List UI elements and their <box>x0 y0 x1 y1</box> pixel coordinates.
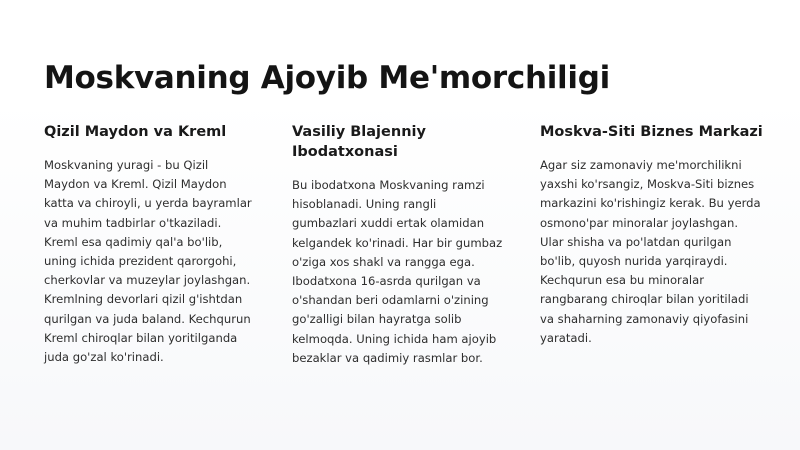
content-columns <box>44 122 763 368</box>
page-title: Moskvaning Ajoyib Me'morchiligi <box>44 60 610 96</box>
column-heading: Vasiliy Blajenniy Ibodatxonasi <box>292 124 426 160</box>
column-heading: Moskva-Siti Biznes Markazi <box>540 124 763 140</box>
column-moskva-siti <box>540 122 764 368</box>
column-vasiliy-blajenniy <box>292 122 504 368</box>
column-body: Agar siz zamonaviy me'morchilikni yaxshi ko'rsangiz, Moskva-Siti biznes markazini ko'rishingiz kerak. Bu yerda osmono'par minoralar joylashgan. Ular shisha va po'latdan qurilgan bo'lib, quyosh nurida yarqiraydi. Kechqurun esa bu minoralar rangbarang chiroqlar bilan yoritiladi va shaharning zamonaviy qiyofasini yaratadi. <box>540 158 761 345</box>
column-body: Bu ibodatxona Moskvaning ramzi hisoblanadi. Uning rangli gumbazlari xuddi ertak olamidan kelgandek ko'rinadi. Har bir gumbaz o'ziga xos shakl va rangga ega. Ibodatxona 16-asrda qurilgan va o'shandan beri odamlarni o'zining go'zalligi bilan hayratga solib kelmoqda. Uning ichida ham ajoyib bezaklar va qadimiy rasmlar bor. <box>292 178 503 365</box>
column-body: Moskvaning yuragi - bu Qizil Maydon va Kreml. Qizil Maydon katta va chiroyli, u yerda bayramlar va muhim tadbirlar o'tkaziladi. Kreml esa qadimiy qal'a bo'lib, uning ichida prezident qarorgohi, cherkovlar va muzeylar joylashgan. Kremlning devorlari qizil g'ishtdan qurilgan va juda baland. Kechqurun Kreml chiroqlar bilan yoritilganda juda go'zal ko'rinadi. <box>44 158 252 365</box>
column-qizil-maydon <box>44 122 256 368</box>
column-heading: Qizil Maydon va Kreml <box>44 124 227 140</box>
